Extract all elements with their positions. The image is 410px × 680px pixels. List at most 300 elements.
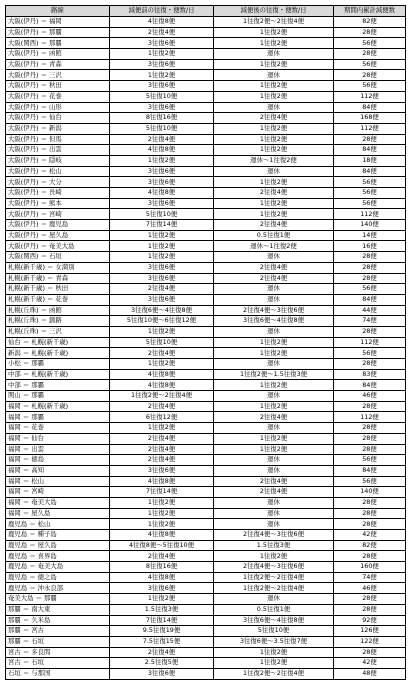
table-row [6, 70, 406, 81]
route-cell: 奄美大島 ＝ 那覇 [6, 594, 110, 605]
cumulative-cell: 28便 [334, 359, 406, 370]
cumulative-cell: 122便 [334, 636, 406, 647]
table-row [6, 519, 406, 530]
after-cell: 2往復4便 [214, 113, 334, 124]
after-cell: 1往復2便 [214, 145, 334, 156]
after-cell: 1往復2便 [214, 59, 334, 70]
cumulative-cell: 42便 [334, 530, 406, 541]
after-cell: 0.5往復1便 [214, 604, 334, 615]
route-cell: 鹿児島 ＝ 種子島 [6, 530, 110, 541]
after-cell: 1往復2便～2往復4便 [214, 17, 334, 28]
route-cell: 大阪(伊丹) ＝ 三沢 [6, 70, 110, 81]
route-cell: 大阪(伊丹) ＝ 那覇 [6, 27, 110, 38]
after-cell: 1往復2便～1.5往復3便 [214, 369, 334, 380]
route-cell: 大阪(伊丹) ＝ 鹿児島 [6, 220, 110, 231]
after-cell: 2往復4便 [214, 273, 334, 284]
before-cell: 4往復8便 [110, 530, 214, 541]
table-row [6, 540, 406, 551]
cumulative-cell: 56便 [334, 198, 406, 209]
after-cell: 運休 [214, 519, 334, 530]
route-cell: 札幌(新千歳) ＝ 花巻 [6, 294, 110, 305]
route-cell: 宮古 ＝ 石垣 [6, 658, 110, 669]
after-cell: 2往復4便 [214, 487, 334, 498]
cumulative-cell: 48便 [334, 668, 406, 679]
before-cell: 2.5往復5便 [110, 658, 214, 669]
route-cell: 那覇 ＝ 宮古 [6, 626, 110, 637]
cumulative-cell: 56便 [334, 476, 406, 487]
after-cell: 2往復4便～3往復6便 [214, 530, 334, 541]
table-body [6, 17, 406, 680]
after-cell: 2往復4便～3往復6便 [214, 305, 334, 316]
after-cell: 1往復2便 [214, 551, 334, 562]
after-cell: 2往復4便 [214, 412, 334, 423]
before-cell: 2往復4便 [110, 455, 214, 466]
route-cell: 中部 ＝ 那覇 [6, 380, 110, 391]
route-cell: 中部 ＝ 札幌(新千歳) [6, 369, 110, 380]
after-cell: 運休 [214, 284, 334, 295]
table-row [6, 583, 406, 594]
table-row [6, 113, 406, 124]
after-cell: 運休～1往復2便 [214, 241, 334, 252]
route-cell: 福岡 ＝ 出雲 [6, 444, 110, 455]
after-cell: 1往復2便 [214, 658, 334, 669]
route-cell: 大阪(関西) ＝ 石垣 [6, 252, 110, 263]
after-cell: 運休 [214, 49, 334, 60]
cumulative-cell: 28便 [334, 647, 406, 658]
table-row [6, 198, 406, 209]
after-cell: 1往復2便 [214, 91, 334, 102]
after-cell: 運休 [214, 102, 334, 113]
cumulative-cell: 84便 [334, 294, 406, 305]
cumulative-cell: 84便 [334, 145, 406, 156]
cumulative-cell: 112便 [334, 209, 406, 220]
cumulative-cell: 83便 [334, 369, 406, 380]
after-cell: 1往復2便 [214, 38, 334, 49]
table-row [6, 391, 406, 402]
table-row [6, 562, 406, 573]
table-row [6, 326, 406, 337]
cumulative-cell: 112便 [334, 412, 406, 423]
after-cell: 3往復6便～3.5往復7便 [214, 636, 334, 647]
cumulative-cell: 28便 [334, 401, 406, 412]
route-cell: 大阪(伊丹) ＝ 青森 [6, 59, 110, 70]
route-cell: 仙台 ＝ 札幌(新千歳) [6, 337, 110, 348]
before-cell: 1往復2便 [110, 241, 214, 252]
before-cell: 2往復4便 [110, 284, 214, 295]
route-cell: 鹿児島 ＝ 松山 [6, 519, 110, 530]
after-cell: 1往復2便 [214, 134, 334, 145]
table-row [6, 145, 406, 156]
header-row [6, 6, 406, 17]
table-row [6, 294, 406, 305]
before-cell: 1往復2便 [110, 423, 214, 434]
cumulative-cell: 46便 [334, 391, 406, 402]
before-cell: 9.5往復19便 [110, 626, 214, 637]
cumulative-cell: 84便 [334, 166, 406, 177]
table-row [6, 380, 406, 391]
after-cell: 3往復6便～4往復8便 [214, 615, 334, 626]
after-cell: 1往復2便 [214, 380, 334, 391]
cumulative-cell: 56便 [334, 188, 406, 199]
table-row [6, 636, 406, 647]
before-cell: 4往復8便 [110, 188, 214, 199]
before-cell: 5往復10便 [110, 91, 214, 102]
table-row [6, 188, 406, 199]
cumulative-cell: 18便 [334, 155, 406, 166]
table-row [6, 209, 406, 220]
before-cell: 3往復6便 [110, 262, 214, 273]
cumulative-cell: 28便 [334, 594, 406, 605]
after-cell: 1往復2便 [214, 444, 334, 455]
route-cell: 大阪(伊丹) ＝ 山形 [6, 102, 110, 113]
before-cell: 4往復8便 [110, 476, 214, 487]
route-cell: 大阪(伊丹) ＝ 出雲 [6, 145, 110, 156]
before-cell: 2往復4便 [110, 134, 214, 145]
table-row [6, 465, 406, 476]
table-row [6, 401, 406, 412]
table-row [6, 348, 406, 359]
cumulative-cell: 28便 [334, 49, 406, 60]
after-cell: 1往復2便 [214, 209, 334, 220]
cumulative-cell: 160便 [334, 562, 406, 573]
cumulative-cell: 92便 [334, 615, 406, 626]
before-cell: 8往復16便 [110, 113, 214, 124]
route-cell: 福岡 ＝ 高知 [6, 465, 110, 476]
cumulative-cell: 56便 [334, 348, 406, 359]
cumulative-cell: 56便 [334, 284, 406, 295]
route-cell: 鹿児島 ＝ 屋久島 [6, 540, 110, 551]
table-row [6, 123, 406, 134]
table-row [6, 455, 406, 466]
table-row [6, 626, 406, 637]
cumulative-cell: 56便 [334, 38, 406, 49]
after-cell: 1往復2便 [214, 177, 334, 188]
route-cell: 大阪(伊丹) ＝ 隠岐 [6, 155, 110, 166]
before-cell: 8往復16便 [110, 562, 214, 573]
cumulative-cell: 84便 [334, 380, 406, 391]
route-cell: 宮古 ＝ 多良間 [6, 647, 110, 658]
before-cell: 1.5往復3便 [110, 604, 214, 615]
table-row [6, 530, 406, 541]
route-cell: 小松 ＝ 那覇 [6, 359, 110, 370]
after-cell: 運休 [214, 594, 334, 605]
after-cell: 運休 [214, 252, 334, 263]
header-cumulative-reduction: 期間内累計減便数 [334, 6, 406, 17]
before-cell: 3往復6便～4往復8便 [110, 305, 214, 316]
cumulative-cell: 28便 [334, 519, 406, 530]
after-cell: 運休 [214, 391, 334, 402]
table-row [6, 91, 406, 102]
cumulative-cell: 28便 [334, 497, 406, 508]
table-row [6, 155, 406, 166]
route-cell: 札幌(丘珠) ＝ 函館 [6, 305, 110, 316]
cumulative-cell: 56便 [334, 81, 406, 92]
table-row [6, 337, 406, 348]
after-cell: 運休 [214, 70, 334, 81]
route-cell: 大阪(伊丹) ＝ 長崎 [6, 188, 110, 199]
table-row [6, 102, 406, 113]
table-row [6, 252, 406, 263]
table-row [6, 551, 406, 562]
route-cell: 大阪(伊丹) ＝ 宮崎 [6, 209, 110, 220]
after-cell: 2往復4便 [214, 220, 334, 231]
before-cell: 2往復4便 [110, 27, 214, 38]
after-cell: 0.5往復1便 [214, 230, 334, 241]
table-row [6, 647, 406, 658]
cumulative-cell: 56便 [334, 177, 406, 188]
after-cell: 1往復2便 [214, 123, 334, 134]
route-cell: 那覇 ＝ 石垣 [6, 636, 110, 647]
before-cell: 1往復2便 [110, 155, 214, 166]
cumulative-cell: 112便 [334, 91, 406, 102]
before-cell: 7往復14便 [110, 220, 214, 231]
table-row [6, 241, 406, 252]
before-cell: 1往復2便 [110, 326, 214, 337]
after-cell: 運休 [214, 326, 334, 337]
table-row [6, 604, 406, 615]
cumulative-cell: 28便 [334, 433, 406, 444]
route-cell: 新潟 ＝ 札幌(新千歳) [6, 348, 110, 359]
table-row [6, 444, 406, 455]
cumulative-cell: 56便 [334, 59, 406, 70]
route-cell: 札幌(新千歳) ＝ 青森 [6, 273, 110, 284]
after-cell: 1往復2便 [214, 401, 334, 412]
after-cell: 運休 [214, 423, 334, 434]
after-cell: 運休 [214, 497, 334, 508]
table-row [6, 572, 406, 583]
table-row [6, 262, 406, 273]
cumulative-cell: 74便 [334, 572, 406, 583]
before-cell: 1往復2便 [110, 230, 214, 241]
table-row [6, 359, 406, 370]
before-cell: 1往復2便～2往復4便 [110, 391, 214, 402]
before-cell: 3往復6便 [110, 177, 214, 188]
route-cell: 大阪(伊丹) ＝ 新潟 [6, 123, 110, 134]
before-cell: 4往復8便 [110, 572, 214, 583]
before-cell: 3往復6便 [110, 294, 214, 305]
before-cell: 5往復10便～6往復12便 [110, 316, 214, 327]
before-cell: 5往復10便 [110, 209, 214, 220]
cumulative-cell: 140便 [334, 487, 406, 498]
table-row [6, 220, 406, 231]
route-cell: 福岡 ＝ 宮崎 [6, 487, 110, 498]
after-cell: 運休 [214, 294, 334, 305]
table-row [6, 134, 406, 145]
cumulative-cell: 112便 [334, 337, 406, 348]
before-cell: 2往復4便 [110, 401, 214, 412]
table-row [6, 230, 406, 241]
route-cell: 大阪(伊丹) ＝ 但馬 [6, 134, 110, 145]
before-cell: 3往復6便 [110, 465, 214, 476]
after-cell: 運休 [214, 166, 334, 177]
table-row [6, 658, 406, 669]
table-row [6, 423, 406, 434]
after-cell: 2往復4便 [214, 262, 334, 273]
after-cell: 1往復2便～2往復4便 [214, 572, 334, 583]
route-cell: 福岡 ＝ 札幌(新千歳) [6, 401, 110, 412]
table-row [6, 487, 406, 498]
table-row [6, 49, 406, 60]
cumulative-cell: 28便 [334, 27, 406, 38]
after-cell: 運休 [214, 508, 334, 519]
cumulative-cell: 82便 [334, 17, 406, 28]
table-row [6, 594, 406, 605]
route-cell: 福岡 ＝ 那覇 [6, 412, 110, 423]
route-cell: 福岡 ＝ 屋久島 [6, 508, 110, 519]
cumulative-cell: 46便 [334, 583, 406, 594]
cumulative-cell: 28便 [334, 262, 406, 273]
after-cell: 1往復2便 [214, 81, 334, 92]
route-cell: 札幌(新千歳) ＝ 女満別 [6, 262, 110, 273]
table-row [6, 273, 406, 284]
after-cell: 1往復2便 [214, 348, 334, 359]
after-cell: 2往復4便～3往復6便 [214, 562, 334, 573]
cumulative-cell: 28便 [334, 70, 406, 81]
before-cell: 4往復8便 [110, 145, 214, 156]
table-row [6, 497, 406, 508]
after-cell: 1往復2便 [214, 433, 334, 444]
cumulative-cell: 44便 [334, 305, 406, 316]
before-cell: 2往復4便 [110, 647, 214, 658]
header-after-reduction: 減便後の往復・便数/日 [214, 6, 334, 17]
route-cell: 札幌(丘珠) ＝ 三沢 [6, 326, 110, 337]
route-cell: 大阪(伊丹) ＝ 秋田 [6, 81, 110, 92]
before-cell: 3往復6便 [110, 198, 214, 209]
table-row [6, 316, 406, 327]
route-cell: 石垣 ＝ 与那国 [6, 668, 110, 679]
before-cell: 3往復6便 [110, 81, 214, 92]
route-cell: 福岡 ＝ 松山 [6, 476, 110, 487]
route-cell: 大阪(伊丹) ＝ 花巻 [6, 91, 110, 102]
before-cell: 3往復6便 [110, 166, 214, 177]
before-cell: 1往復2便 [110, 359, 214, 370]
cumulative-cell: 28便 [334, 326, 406, 337]
table-row [6, 433, 406, 444]
before-cell: 1往復2便 [110, 594, 214, 605]
before-cell: 1往復2便 [110, 49, 214, 60]
route-cell: 大阪(伊丹) ＝ 屋久島 [6, 230, 110, 241]
header-before-reduction: 減便前の往復・便数/日 [110, 6, 214, 17]
after-cell: 運休 [214, 465, 334, 476]
after-cell: 1往復2便 [214, 198, 334, 209]
before-cell: 1往復2便 [110, 70, 214, 81]
table-row [6, 476, 406, 487]
route-cell: 大阪(伊丹) ＝ 函館 [6, 49, 110, 60]
before-cell: 3往復6便 [110, 38, 214, 49]
cumulative-cell: 16便 [334, 241, 406, 252]
cumulative-cell: 84便 [334, 465, 406, 476]
table-row [6, 177, 406, 188]
before-cell: 3往復6便 [110, 102, 214, 113]
before-cell: 5往復10便 [110, 123, 214, 134]
cumulative-cell: 28便 [334, 508, 406, 519]
route-cell: 福岡 ＝ 奄美大島 [6, 497, 110, 508]
route-cell: 福岡 ＝ 花巻 [6, 423, 110, 434]
cumulative-cell: 28便 [334, 273, 406, 284]
route-cell: 福岡 ＝ 仙台 [6, 433, 110, 444]
before-cell: 3往復6便 [110, 668, 214, 679]
route-cell: 鹿児島 ＝ 喜界島 [6, 551, 110, 562]
route-cell: 那覇 ＝ 久米島 [6, 615, 110, 626]
route-cell: 鹿児島 ＝ 沖永良部 [6, 583, 110, 594]
table-row [6, 166, 406, 177]
cumulative-cell: 28便 [334, 444, 406, 455]
route-cell: 札幌(新千歳) ＝ 秋田 [6, 284, 110, 295]
before-cell: 4往復8便 [110, 369, 214, 380]
cumulative-cell: 14便 [334, 230, 406, 241]
route-cell: 大阪(伊丹) ＝ 熊本 [6, 198, 110, 209]
cumulative-cell: 112便 [334, 123, 406, 134]
cumulative-cell: 168便 [334, 113, 406, 124]
route-cell: 大阪(伊丹) ＝ 大分 [6, 177, 110, 188]
before-cell: 3往復6便 [110, 59, 214, 70]
table-row [6, 668, 406, 679]
cumulative-cell: 56便 [334, 455, 406, 466]
flight-reduction-table-sheet [5, 5, 405, 680]
before-cell: 4往復8便 [110, 380, 214, 391]
after-cell: 運休 [214, 455, 334, 466]
table-row [6, 27, 406, 38]
before-cell: 2往復4便 [110, 551, 214, 562]
after-cell: 3往復6便～4往復8便 [214, 316, 334, 327]
cumulative-cell: 28便 [334, 551, 406, 562]
after-cell: 1.5往復3便 [214, 540, 334, 551]
after-cell: 運休～1往復2便 [214, 155, 334, 166]
table-row [6, 305, 406, 316]
route-cell: 大阪(伊丹) ＝ 仙台 [6, 113, 110, 124]
after-cell: 1往復2便 [214, 337, 334, 348]
cumulative-cell: 28便 [334, 604, 406, 615]
before-cell: 7往復14便 [110, 615, 214, 626]
table-row [6, 369, 406, 380]
header-route: 路線 [6, 6, 110, 17]
before-cell: 2往復4便 [110, 433, 214, 444]
route-cell: 大阪(関西) ＝ 那覇 [6, 38, 110, 49]
route-cell: 鹿児島 ＝ 徳之島 [6, 572, 110, 583]
before-cell: 1往復2便 [110, 252, 214, 263]
before-cell: 2往復4便 [110, 348, 214, 359]
flight-reduction-table [5, 5, 406, 680]
route-cell: 大阪(伊丹) ＝ 奄美大島 [6, 241, 110, 252]
table-row [6, 615, 406, 626]
table-row [6, 412, 406, 423]
before-cell: 6往復12便 [110, 412, 214, 423]
before-cell: 4往復8便～5往復10便 [110, 540, 214, 551]
after-cell: 2往復4便 [214, 188, 334, 199]
cumulative-cell: 126便 [334, 626, 406, 637]
route-cell: 大阪(伊丹) ＝ 松山 [6, 166, 110, 177]
after-cell: 2往復4便 [214, 476, 334, 487]
table-row [6, 284, 406, 295]
table-row [6, 38, 406, 49]
cumulative-cell: 42便 [334, 658, 406, 669]
after-cell: 1往復2便 [214, 647, 334, 658]
before-cell: 4往復8便 [110, 17, 214, 28]
cumulative-cell: 140便 [334, 220, 406, 231]
table-row [6, 59, 406, 70]
before-cell: 7往復14便 [110, 487, 214, 498]
cumulative-cell: 28便 [334, 423, 406, 434]
route-cell: 福岡 ＝ 徳島 [6, 455, 110, 466]
before-cell: 2往復4便 [110, 444, 214, 455]
table-row [6, 81, 406, 92]
cumulative-cell: 28便 [334, 252, 406, 263]
after-cell: 1往復2便～2往復4便 [214, 583, 334, 594]
route-cell: 鹿児島 ＝ 奄美大島 [6, 562, 110, 573]
cumulative-cell: 84便 [334, 102, 406, 113]
after-cell: 1往復2便 [214, 27, 334, 38]
cumulative-cell: 82便 [334, 540, 406, 551]
